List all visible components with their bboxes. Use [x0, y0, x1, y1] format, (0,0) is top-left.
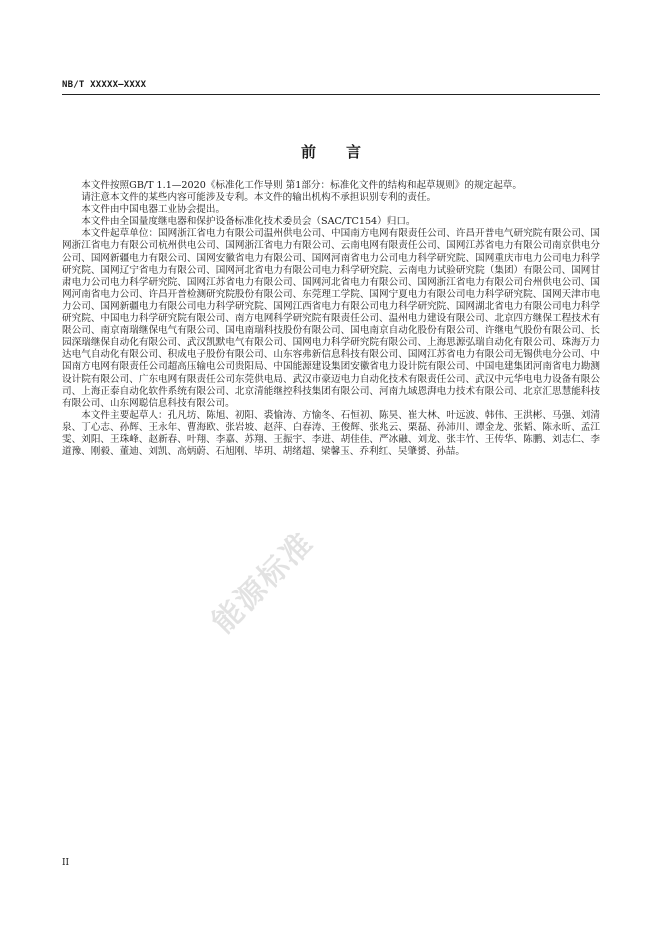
page-title: 前言 [300, 143, 391, 161]
page-number: II [62, 858, 70, 868]
watermark: 能源标准 [205, 525, 321, 641]
paragraph-drafting-rules: 本文件按照GB/T 1.1—2020《标准化工作导则 第1部分：标准化文件的结构和起草规则》的规定起草。 [81, 180, 522, 191]
paragraph-drafters: 本文件主要起草人：孔凡坊、陈旭、初阳、裘愉涛、方愉冬、石恒初、陈昊、崔大林、叶远波、韩伟、王洪彬、马强、刘清泉、丁心志、孙辉、王永年、曹海欧、张岩坡、赵萍、白春涛、王俊辉、张兆云、栗磊、孙沛川、谭金龙、张韬、陈永昕、孟江雯、刘阳、王珠峰、赵新春、叶翔、李嘉、苏翔、王振宇、李进、胡佳佳、严冰融、刘龙、张丰竹、王传华、陈鹏、刘志仁、李道豫、刚毅、董迪、刘凯、高炳蔚、石旭刚、毕玥、胡绪超、梁馨玉、乔利红、吴肇赟、孙喆。 [62, 409, 600, 458]
paragraph-drafting-units: 本文件起草单位：国网浙江省电力有限公司温州供电公司、中国南方电网有限责任公司、许昌开普电气研究院有限公司、国网浙江省电力有限公司杭州供电公司、国网浙江省电力有限公司、云南电网有限责任公司、国网江苏省电力有限公司南京供电分公司、国网新疆电力有限公司、国网安徽省电力有限公司、国网河南省电力公司电力科学研究院、国网重庆市电力公司电力科学研究院、国网辽宁省电力有限公司、国网河北省电力有限公司电力科学研究院、云南电力试验研究院（集团）有限公司、国网甘肃电力公司电力科学研究院、国网江苏省电力有限公司、国网河北省电力有限公司、国网浙江省电力有限公司台州供电公司、国网河南省电力公司、许昌开普检测研究院股份有限公司、东莞理工学院、国网宁夏电力有限公司电力科学研究院、国网天津市电力公司、国网新疆电力有限公司电力科学研究院、国网江西省电力有限公司电力科学研究院、国网湖北省电力有限公司电力科学研究院、中国电力科学研究院有限公司、南方电网科学研究院有限责任公司、温州电力建设有限公司、北京四方继保工程技术有限公司、南京南瑞继保电气有限公司、国电南瑞科技股份有限公司、国电南京自动化股份有限公司、许继电气股份有限公司、长园深瑞继保自动化有限公司、武汉凯默电气有限公司、国网电力科学研究院有限公司、上海思源弘瑞自动化有限公司、珠海万力达电气自动化有限公司、积成电子股份有限公司、山东容弗新信息科技有限公司、国网江苏省电力有限公司无锡供电分公司、中国南方电网有限责任公司超高压输电公司贵阳局、中国能源建设集团安徽省电力设计院有限公司、中国电建集团河南省电力勘测设计院有限公司、广东电网有限责任公司东莞供电局、武汉市豪迈电力自动化技术有限责任公司、武汉中元华电电力设备有限公司、上海正泰自动化软件系统有限公司、北京清能继控科技集团有限公司、河南九域恩湃电力技术有限公司、北京汇思慧能科技有限公司、山东网聪信息科技有限公司。 [62, 228, 600, 409]
paragraph-proposer: 本文件由中国电器工业协会提出。 [81, 204, 226, 216]
header-divider [62, 94, 600, 95]
document-code: NB/T XXXXX—XXXX [62, 80, 147, 90]
paragraph-technical-committee: 本文件由全国量度继电器和保护设备标准化技术委员会（SAC/TC154）归口。 [81, 216, 416, 228]
foreword-body [62, 180, 600, 458]
paragraph-patent-notice: 请注意本文件的某些内容可能涉及专利。本文件的输出机构不承担识别专利的责任。 [81, 192, 437, 204]
